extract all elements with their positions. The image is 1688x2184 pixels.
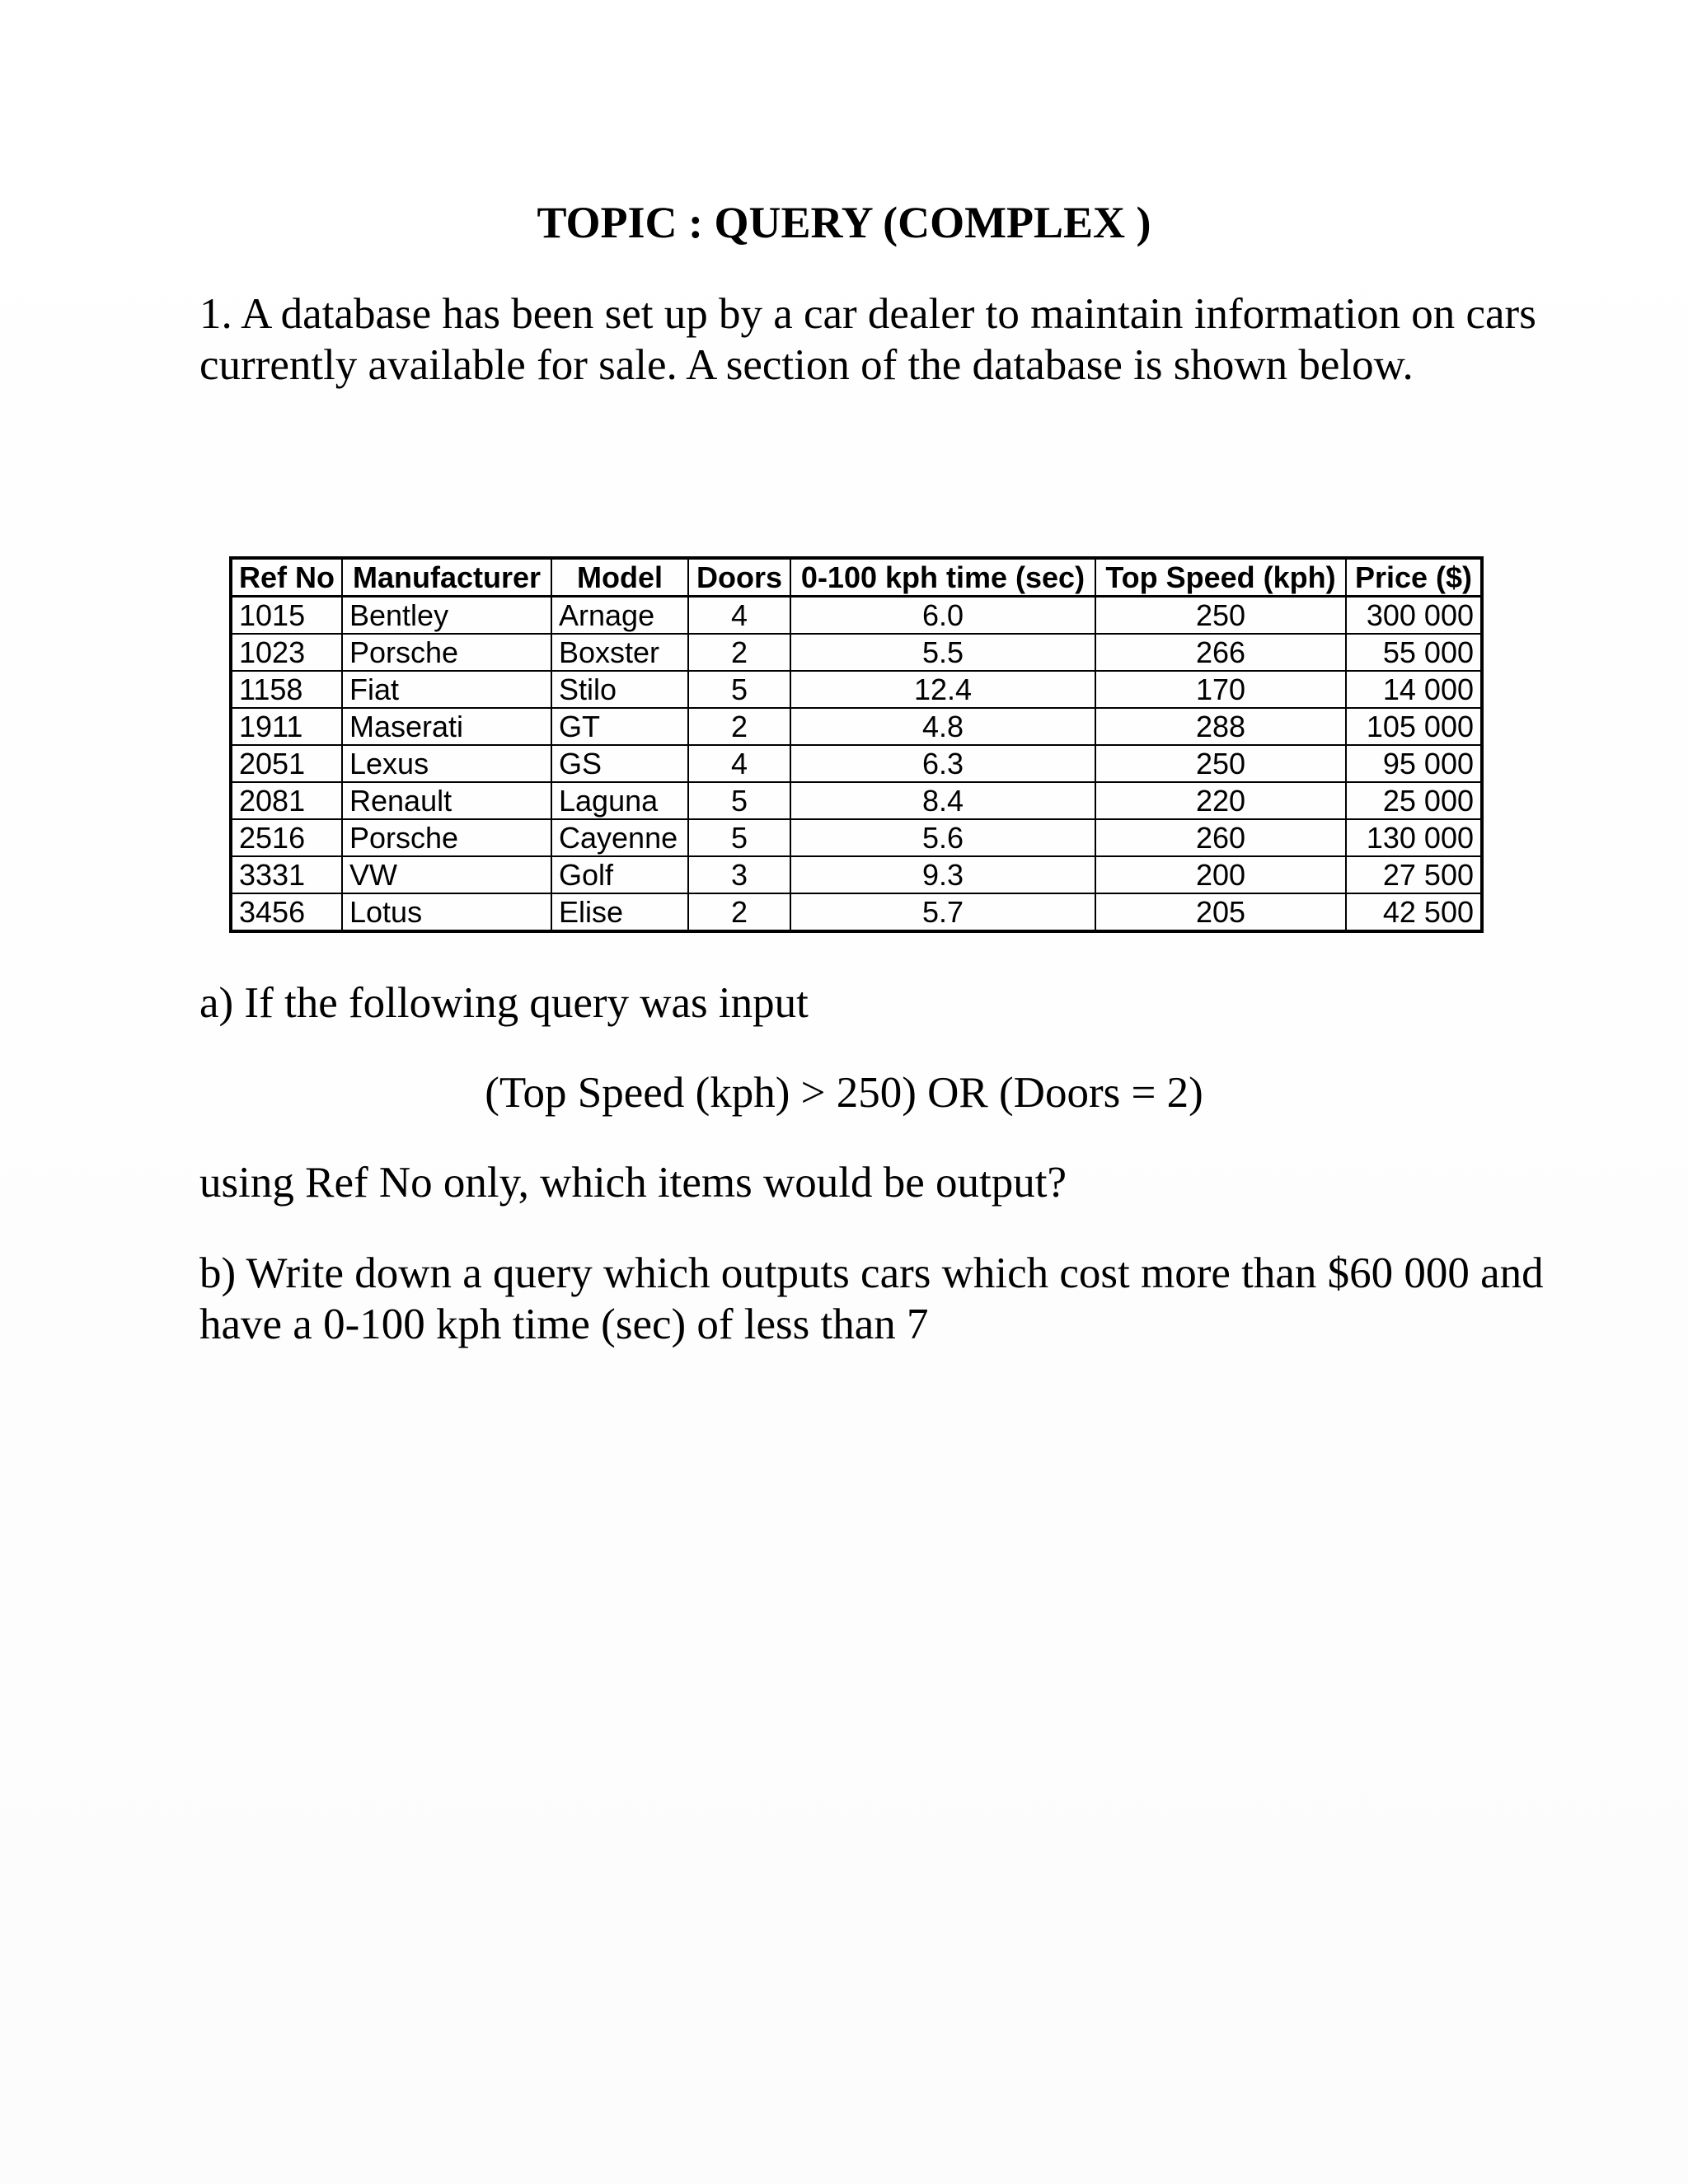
cell-ref-no: 2081 — [231, 782, 342, 819]
cell-manufacturer: Porsche — [342, 819, 551, 856]
cell-model: GT — [551, 708, 688, 745]
cell-acceleration: 4.8 — [790, 708, 1095, 745]
table-row — [231, 634, 1482, 671]
cell-ref-no: 1158 — [231, 671, 342, 708]
cell-manufacturer: Lotus — [342, 893, 551, 931]
cell-price: 130 000 — [1346, 819, 1482, 856]
cell-ref-no: 1015 — [231, 597, 342, 635]
cell-manufacturer: Maserati — [342, 708, 551, 745]
cell-price: 105 000 — [1346, 708, 1482, 745]
column-header-manufacturer: Manufacturer — [342, 558, 551, 597]
cell-model: GS — [551, 745, 688, 782]
cell-acceleration: 12.4 — [790, 671, 1095, 708]
table-row — [231, 745, 1482, 782]
cell-manufacturer: VW — [342, 856, 551, 893]
cell-manufacturer: Lexus — [342, 745, 551, 782]
cell-ref-no: 3456 — [231, 893, 342, 931]
cell-price: 55 000 — [1346, 634, 1482, 671]
cell-price: 27 500 — [1346, 856, 1482, 893]
table-row — [231, 597, 1482, 635]
cell-doors: 5 — [688, 782, 790, 819]
cell-doors: 5 — [688, 819, 790, 856]
cell-manufacturer: Fiat — [342, 671, 551, 708]
cell-acceleration: 6.3 — [790, 745, 1095, 782]
cell-manufacturer: Renault — [342, 782, 551, 819]
cell-model: Golf — [551, 856, 688, 893]
cell-doors: 2 — [688, 893, 790, 931]
question-a-query: (Top Speed (kph) > 250) OR (Doors = 2) — [485, 1069, 1203, 1117]
question-a-follow: using Ref No only, which items would be output? — [199, 1159, 1067, 1207]
cell-doors: 3 — [688, 856, 790, 893]
cell-top-speed: 200 — [1095, 856, 1346, 893]
cell-model: Cayenne — [551, 819, 688, 856]
cell-manufacturer: Porsche — [342, 634, 551, 671]
cell-acceleration: 8.4 — [790, 782, 1095, 819]
table-row — [231, 671, 1482, 708]
column-header-price: Price ($) — [1346, 558, 1482, 597]
cell-top-speed: 250 — [1095, 597, 1346, 635]
cell-acceleration: 5.7 — [790, 893, 1095, 931]
column-header-model: Model — [551, 558, 688, 597]
cell-top-speed: 288 — [1095, 708, 1346, 745]
cell-price: 14 000 — [1346, 671, 1482, 708]
table-row — [231, 708, 1482, 745]
cell-ref-no: 2516 — [231, 819, 342, 856]
column-header-top-speed: Top Speed (kph) — [1095, 558, 1346, 597]
cell-model: Arnage — [551, 597, 688, 635]
table-row — [231, 893, 1482, 931]
cell-price: 25 000 — [1346, 782, 1482, 819]
cell-model: Boxster — [551, 634, 688, 671]
question-b: b) Write down a query which outputs cars which cost more than $60 000 and have a 0-100 kph time (sec) of less than 7 — [199, 1249, 1544, 1348]
page-title: TOPIC : QUERY (COMPLEX ) — [537, 198, 1151, 247]
cell-acceleration: 5.5 — [790, 634, 1095, 671]
cell-ref-no: 2051 — [231, 745, 342, 782]
column-header-acceleration: 0-100 kph time (sec) — [790, 558, 1095, 597]
cell-model: Elise — [551, 893, 688, 931]
cell-acceleration: 9.3 — [790, 856, 1095, 893]
table-header-row — [231, 558, 1482, 597]
cell-ref-no: 3331 — [231, 856, 342, 893]
cell-doors: 4 — [688, 745, 790, 782]
cell-doors: 4 — [688, 597, 790, 635]
cell-ref-no: 1023 — [231, 634, 342, 671]
table-row — [231, 782, 1482, 819]
question-intro: 1. A database has been set up by a car dealer to maintain information on cars currently available for sale. A section of the database is shown below. — [199, 290, 1536, 389]
cell-top-speed: 250 — [1095, 745, 1346, 782]
cell-price: 300 000 — [1346, 597, 1482, 635]
table-row — [231, 856, 1482, 893]
column-header-ref-no: Ref No — [231, 558, 342, 597]
column-header-doors: Doors — [688, 558, 790, 597]
cell-model: Laguna — [551, 782, 688, 819]
cell-acceleration: 6.0 — [790, 597, 1095, 635]
cell-acceleration: 5.6 — [790, 819, 1095, 856]
cell-model: Stilo — [551, 671, 688, 708]
cell-price: 95 000 — [1346, 745, 1482, 782]
cell-top-speed: 266 — [1095, 634, 1346, 671]
cell-top-speed: 220 — [1095, 782, 1346, 819]
table-row — [231, 819, 1482, 856]
cell-doors: 2 — [688, 708, 790, 745]
cell-top-speed: 205 — [1095, 893, 1346, 931]
cell-top-speed: 260 — [1095, 819, 1346, 856]
cell-price: 42 500 — [1346, 893, 1482, 931]
cell-ref-no: 1911 — [231, 708, 342, 745]
cell-doors: 2 — [688, 634, 790, 671]
cell-manufacturer: Bentley — [342, 597, 551, 635]
cell-doors: 5 — [688, 671, 790, 708]
car-database-table — [229, 556, 1484, 933]
question-a-lead: a) If the following query was input — [199, 979, 809, 1027]
cell-top-speed: 170 — [1095, 671, 1346, 708]
